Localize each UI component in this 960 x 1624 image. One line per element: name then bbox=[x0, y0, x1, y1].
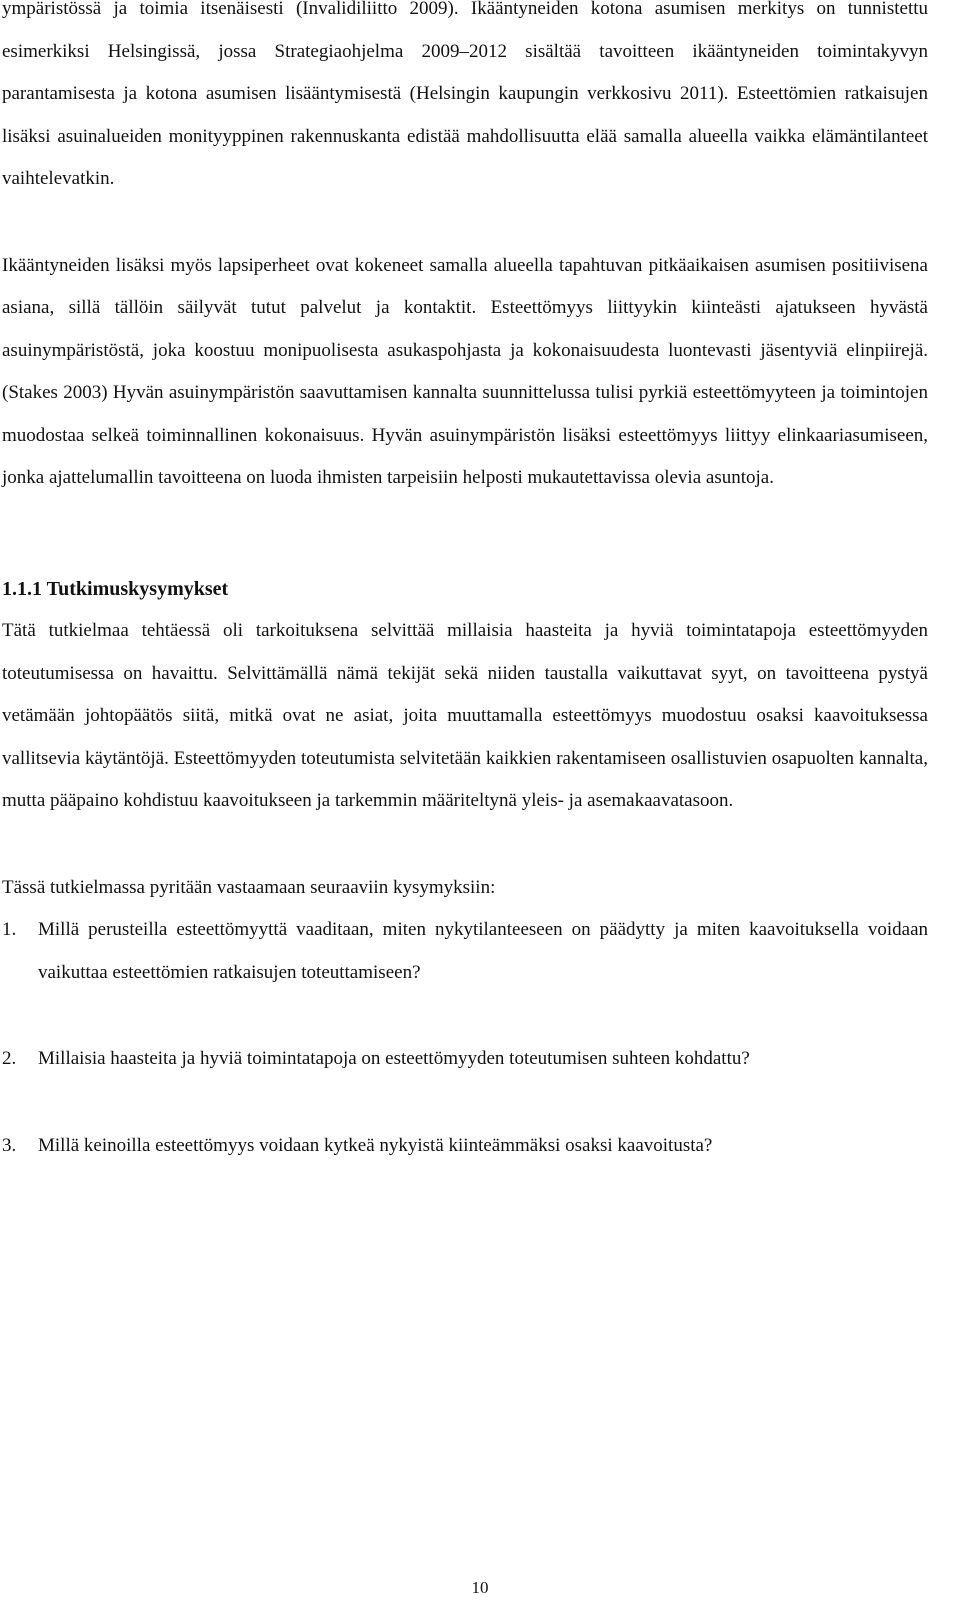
list-item-text: Millä keinoilla esteettömyys voidaan kytkeä nykyistä kiinteämmäksi osaksi kaavoitusta? bbox=[38, 1134, 713, 1156]
research-questions-list bbox=[2, 909, 928, 1167]
list-item bbox=[2, 909, 928, 994]
list-item-text: Millä perusteilla esteettömyyttä vaaditaan, miten nykytilanteeseen on päädytty ja miten kaavoituksella voidaan vaikuttaa esteettömien ratkaisujen toteuttamiseen? bbox=[38, 919, 928, 983]
list-item-number: 1. bbox=[2, 919, 17, 940]
list-item-number: 3. bbox=[2, 1134, 17, 1156]
list-item-number: 2. bbox=[2, 1048, 17, 1069]
section-heading: 1.1.1 Tutkimuskysymykset bbox=[2, 577, 229, 600]
page-number: 10 bbox=[471, 1578, 489, 1597]
questions-intro: Tässä tutkielmassa pyritään vastaamaan seuraaviin kysymyksiin: bbox=[2, 876, 496, 898]
list-item bbox=[2, 1125, 928, 1168]
body-paragraph: ympäristössä ja toimia itsenäisesti (Invalidiliitto 2009). Ikääntyneiden kotona asumisen merkitys on tunnistettu esimerkiksi Helsingissä, jossa Strategiaohjelma 2009–2012 sisältää tavoitteen ikääntyneiden toimintakyvyn parantamisesta ja kotona asumisen lisääntymisestä (Helsingin kaupungin verkkosivu 2011). Esteettömien ratkaisujen lisäksi asuinalueiden monityyppinen rakennuskanta edistää mahdollisuutta elää samalla alueella vaikka elämäntilanteet vaihtelevatkin. bbox=[2, 0, 928, 189]
list-item-text: Millaisia haasteita ja hyviä toimintatapoja on esteettömyyden toteutumisen suhteen kohdattu? bbox=[38, 1048, 750, 1069]
body-paragraph: Ikääntyneiden lisäksi myös lapsiperheet ovat kokeneet samalla alueella tapahtuvan pitkäaikaisen asumisen positiivisena asiana, sillä tällöin säilyvät tutut palvelut ja kontaktit. Esteettömyys liittyykin kiinteästi ajatukseen hyvästä asuinympäristöstä, joka koostuu monipuolisesta asukaspohjasta ja kokonaisuudesta luontevasti jäsentyviä elinpiirejä. (Stakes 2003) Hyvän asuinympäristön saavuttamisen kannalta suunnittelussa tulisi pyrkiä esteettömyyteen ja toimintojen muodostaa selkeä toiminnallinen kokonaisuus. Hyvän asuinympäristön lisäksi esteettömyys liittyy elinkaariasumiseen, jonka ajattelumallin tavoitteena on luoda ihmisten tarpeisiin helposti mukautettavissa olevia asuntoja. bbox=[2, 254, 928, 488]
list-item bbox=[2, 1038, 928, 1081]
body-paragraph: Tätä tutkielmaa tehtäessä oli tarkoituksena selvittää millaisia haasteita ja hyviä toimintatapoja esteettömyyden toteutumisessa on havaittu. Selvittämällä nämä tekijät sekä niiden taustalla vaikuttavat syyt, on tavoitteena pystyä vetämään johtopäätös siitä, mitkä ovat ne asiat, joita muuttamalla esteettömyys muodostuu osaksi kaavoituksessa vallitsevia käytäntöjä. Esteettömyyden toteutumista selvitetään kaikkien rakentamiseen osallistuvien osapuolten kannalta, mutta pääpaino kohdistuu kaavoitukseen ja tarkemmin määriteltynä yleis- ja asemakaavatasoon. bbox=[2, 620, 928, 811]
